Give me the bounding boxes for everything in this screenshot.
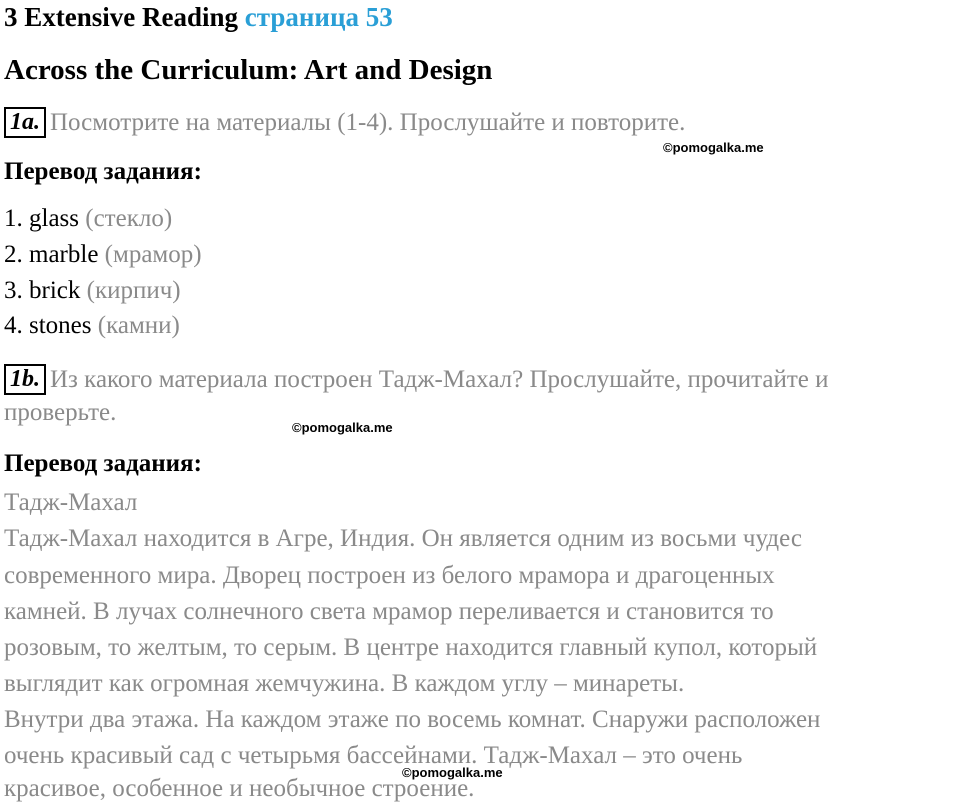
page-title (4, 0, 393, 34)
translation-heading-1a: Перевод задания: (4, 158, 202, 185)
item-word: 2. marble (4, 241, 99, 268)
task-1a-instruction (4, 107, 685, 139)
text-line: камней. В лучах солнечного света мрамор переливается и становится то (4, 598, 774, 625)
item-word: 4. stones (4, 312, 92, 339)
item-word: 3. brick (4, 277, 81, 304)
task-1a-text: Посмотрите на материалы (1-4). Прослушайте и повторите. (50, 109, 686, 136)
watermark: ©pomogalka.me (292, 420, 393, 435)
item-translation: (камни) (97, 312, 180, 339)
list-item (4, 310, 180, 342)
list-item (4, 203, 172, 235)
text-line: Тадж-Махал находится в Агре, Индия. Он является одним из восьми чудес (4, 525, 802, 552)
title-text: 3 Extensive Reading (4, 2, 239, 32)
list-item (4, 275, 181, 307)
text-line: выглядит как огромная жемчужина. В каждом углу – минареты. (4, 670, 685, 697)
watermark: ©pomogalka.me (663, 140, 764, 155)
section-subtitle: Across the Curriculum: Art and Design (4, 54, 493, 86)
task-1b-badge: 1b. (4, 364, 46, 395)
text-line: Внутри два этажа. На каждом этаже по восемь комнат. Снаружи расположен (4, 706, 821, 733)
task-1b-instruction (4, 364, 829, 396)
item-word: 1. glass (4, 205, 79, 232)
text-line: очень красивый сад с четырьмя бассейнами. Тадж-Махал – это очень (4, 742, 743, 769)
item-translation: (кирпич) (86, 277, 181, 304)
list-item (4, 239, 202, 271)
item-translation: (мрамор) (104, 241, 202, 268)
page-link[interactable]: страница 53 (244, 2, 393, 32)
text-line: современного мира. Дворец построен из белого мрамора и драгоценных (4, 562, 775, 589)
item-translation: (стекло) (85, 205, 173, 232)
task-1b-text-line1: Из какого материала построен Тадж-Махал? Прослушайте, прочитайте и (50, 366, 829, 393)
text-line: розовым, то желтым, то серым. В центре находится главный купол, который (4, 634, 818, 661)
text-line: Тадж-Махал (4, 489, 138, 516)
translation-heading-1b: Перевод задания: (4, 450, 202, 477)
watermark: ©pomogalka.me (402, 765, 503, 780)
task-1a-badge: 1a. (4, 107, 46, 138)
text-line: красивое, особенное и необычное строение. (4, 775, 475, 802)
task-1b-text-line2: проверьте. (4, 399, 117, 426)
